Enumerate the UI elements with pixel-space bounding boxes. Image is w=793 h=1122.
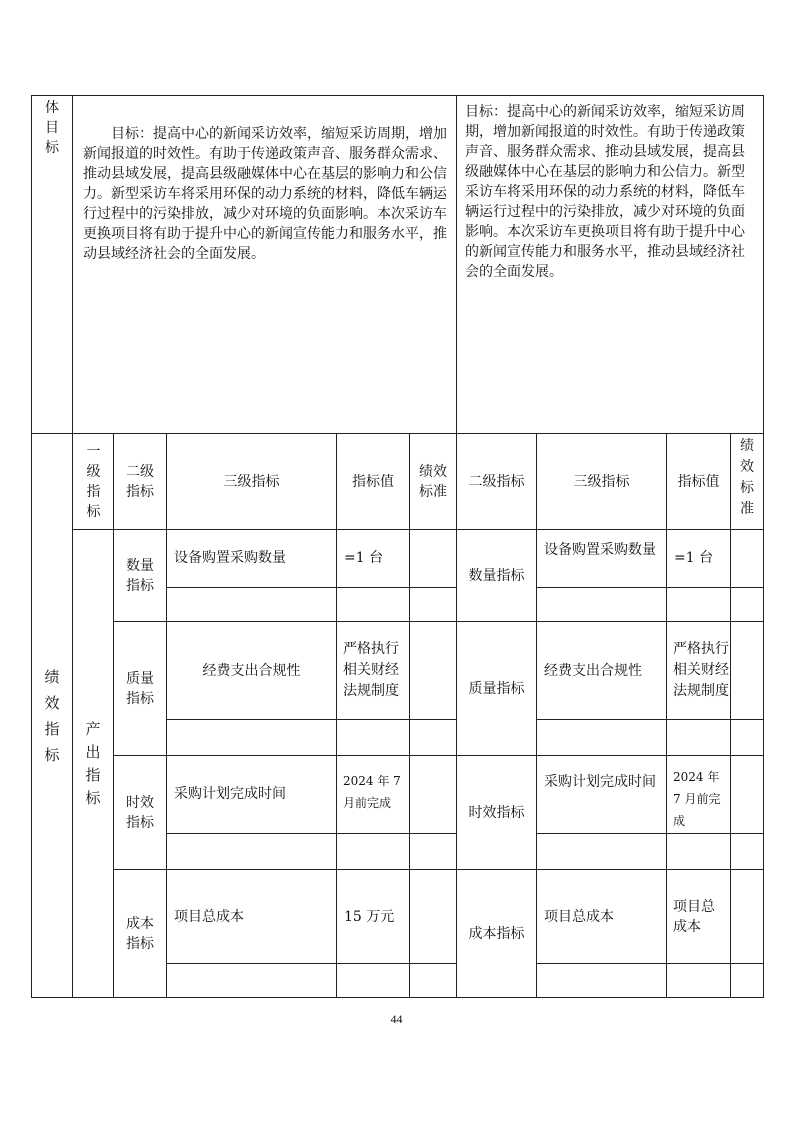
header-level3: 三级指标 <box>167 434 337 530</box>
quality-item: 经费支出合规性 <box>167 622 337 720</box>
header-r-standard: 绩效标准 <box>731 434 764 530</box>
quality-label: 质量指标 <box>114 622 167 756</box>
timeliness-label: 时效指标 <box>114 756 167 870</box>
goal-text-right: 目标：提高中心的新闻采访效率，缩短采访周期，增加新闻报道的时效性。有助于传递政策声音、服务群众需求、推动县域发展，提高县级融媒体中心在基层的影响力和公信力。新型采访车将采用环保的动力系统的材料，降低车辆运行过程中的污染排放，减少对环境的负面影响。本次采访车更换项目将有助于提升中心的新闻宣传能力和服务水平，推动县域经济社会的全面发展。 <box>457 96 764 434</box>
r-quality-value: 严格执行相关财经法规制度 <box>667 622 731 720</box>
page-number: 44 <box>390 1012 403 1026</box>
r-quantity-standard <box>731 530 764 588</box>
r-quality-label: 质量指标 <box>457 622 537 756</box>
header-r-level3: 三级指标 <box>537 434 667 530</box>
cost-row <box>32 870 764 964</box>
quantity-standard <box>410 530 457 588</box>
r-quality-item: 经费支出合规性 <box>537 622 667 720</box>
quantity-row <box>32 530 764 588</box>
header-value: 指标值 <box>337 434 410 530</box>
r-cost-item: 项目总成本 <box>537 870 667 964</box>
performance-goal-table <box>31 95 764 998</box>
quality-standard <box>410 622 457 720</box>
goal-text-left: 目标：提高中心的新闻采访效率，缩短采访周期，增加新闻报道的时效性。有助于传递政策声音、服务群众需求、推动县域发展，提高县级融媒体中心在基层的影响力和公信力。新型采访车将采用环保的动力系统的材料，降低车辆运行过程中的污染排放，减少对环境的负面影响。本次采访车更换项目将有助于提升中心的新闻宣传能力和服务水平，推动县域经济社会的全面发展。 <box>73 96 457 434</box>
r-quantity-value: =1 台 <box>667 530 731 588</box>
quantity-value: =1 台 <box>337 530 410 588</box>
header-level1: 一级指标 <box>73 434 114 530</box>
r-quantity-item: 设备购置采购数量 <box>537 530 667 588</box>
r-cost-value: 项目总成本 <box>667 870 731 964</box>
r-timeliness-item: 采购计划完成时间 <box>537 756 667 834</box>
r-cost-standard <box>731 870 764 964</box>
indicator-header-row <box>32 434 764 530</box>
timeliness-row <box>32 756 764 834</box>
r-timeliness-label: 时效指标 <box>457 756 537 870</box>
timeliness-standard <box>410 756 457 834</box>
r-timeliness-value: 2024 年 7 月前完成 <box>667 756 731 834</box>
quantity-item: 设备购置采购数量 <box>167 530 337 588</box>
header-r-value: 指标值 <box>667 434 731 530</box>
cost-item: 项目总成本 <box>167 870 337 964</box>
r-timeliness-standard <box>731 756 764 834</box>
quality-row <box>32 622 764 720</box>
cost-standard <box>410 870 457 964</box>
level1-output: 产出指标 <box>73 530 114 998</box>
goal-label: 体目标 <box>32 96 73 434</box>
r-cost-label: 成本指标 <box>457 870 537 998</box>
goal-row <box>32 96 764 434</box>
header-standard: 绩效标准 <box>410 434 457 530</box>
r-quantity-label: 数量指标 <box>457 530 537 622</box>
cost-value: 15 万元 <box>337 870 410 964</box>
header-r-level2: 二级指标 <box>457 434 537 530</box>
timeliness-item: 采购计划完成时间 <box>167 756 337 834</box>
header-level2: 二级指标 <box>114 434 167 530</box>
perf-label: 绩效指标 <box>32 434 73 998</box>
quantity-label: 数量指标 <box>114 530 167 622</box>
timeliness-value: 2024 年 7 月前完成 <box>337 756 410 834</box>
quality-value: 严格执行相关财经法规制度 <box>337 622 410 720</box>
cost-label: 成本指标 <box>114 870 167 998</box>
r-quality-standard <box>731 622 764 720</box>
